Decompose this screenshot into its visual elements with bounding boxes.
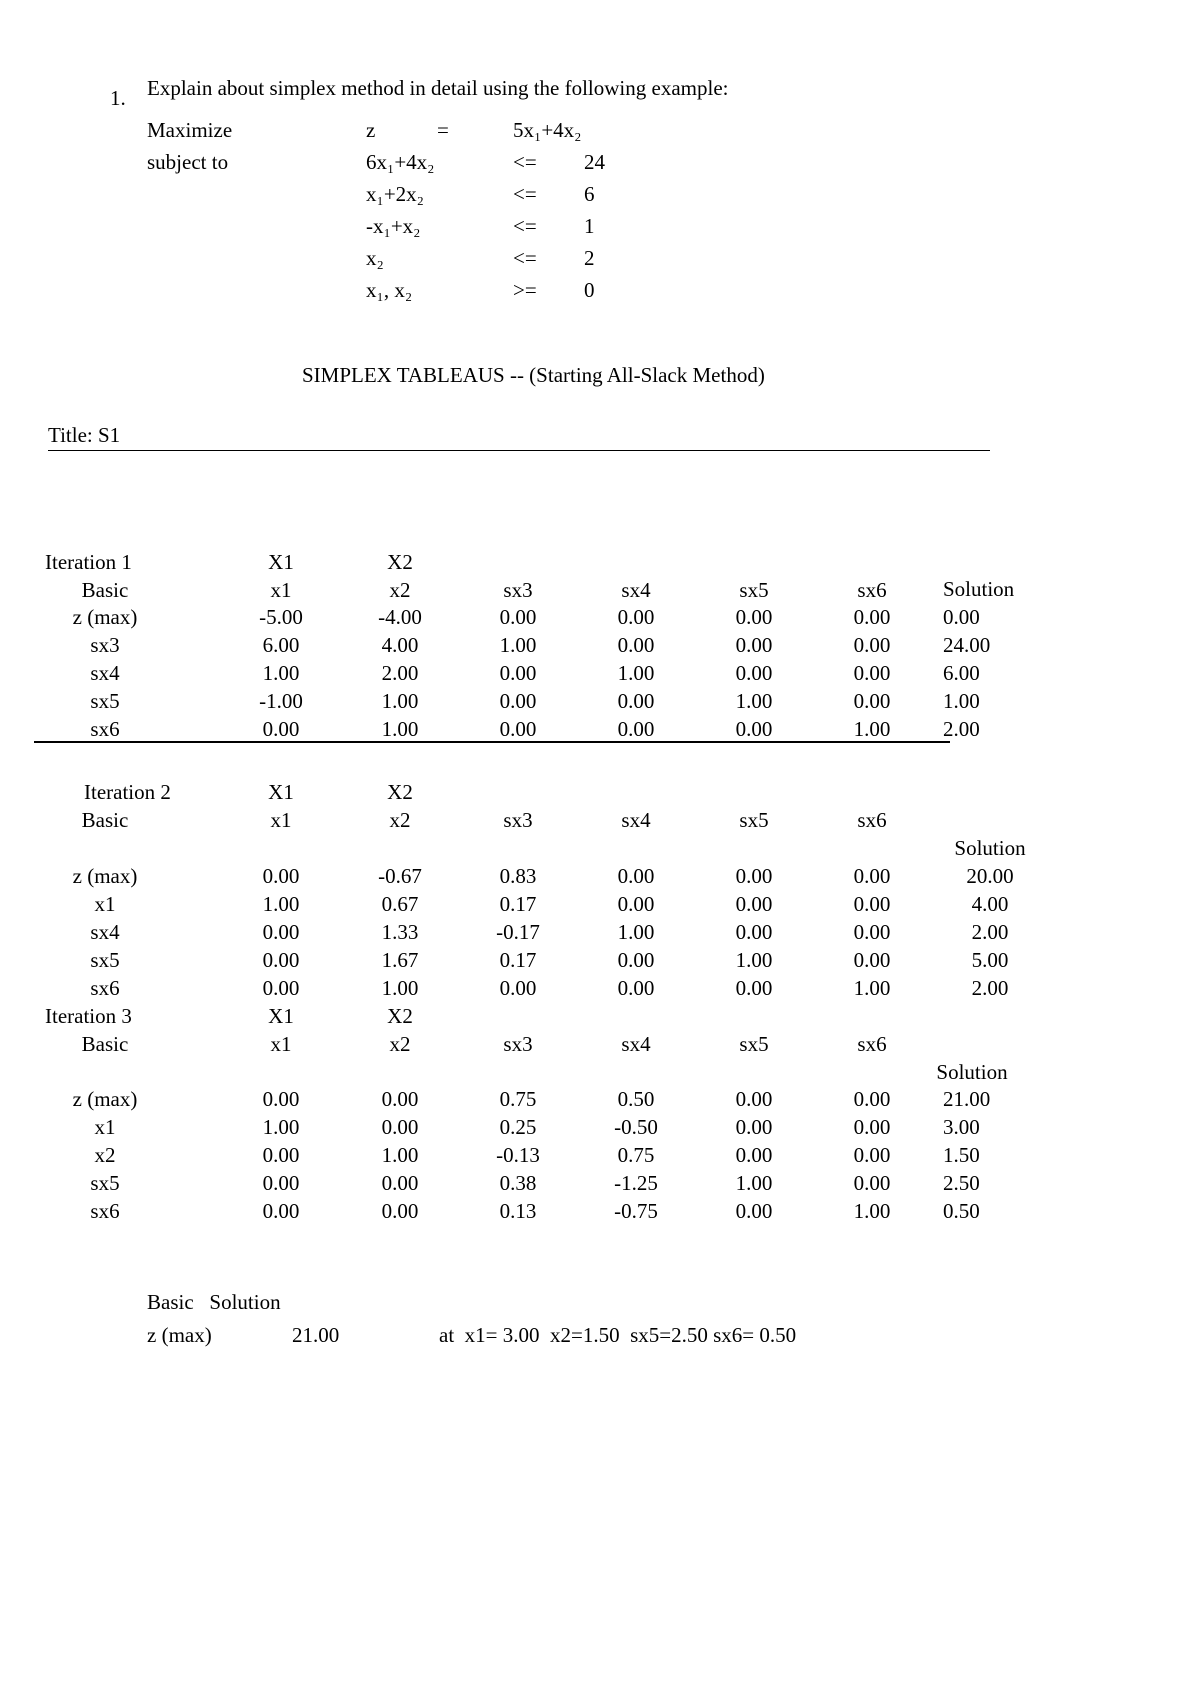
row-solution: 2.00 — [971, 976, 1009, 1000]
final-header: Basic Solution — [147, 1290, 281, 1314]
row-basic: sx6 — [90, 976, 120, 1000]
row-basic: sx4 — [90, 661, 120, 685]
table-cell: 0.00 — [853, 1143, 891, 1167]
row-basic: sx5 — [90, 1171, 120, 1195]
table-cell: 0.00 — [853, 689, 891, 713]
table-cell: 0.00 — [381, 1087, 419, 1111]
table-cell: 0.00 — [853, 661, 891, 685]
column-header: x1 — [270, 1032, 292, 1056]
table-cell: 1.00 — [853, 1199, 891, 1223]
constraint-rel: <= — [513, 150, 537, 174]
title-label: Title: S1 — [48, 423, 121, 447]
table-cell: -4.00 — [378, 605, 422, 629]
column-header: sx6 — [857, 1032, 887, 1056]
table-cell: 1.00 — [262, 892, 300, 916]
row-solution: 1.50 — [943, 1143, 980, 1167]
iteration-label: Iteration 1 — [45, 550, 132, 574]
table-cell: 0.00 — [262, 717, 300, 741]
row-basic: sx3 — [90, 633, 120, 657]
row-solution: 0.50 — [943, 1199, 980, 1223]
constraint-rhs: 6 — [584, 182, 595, 206]
table-cell: 0.00 — [262, 948, 300, 972]
table-cell: -0.67 — [378, 864, 422, 888]
table-cell: 4.00 — [381, 633, 419, 657]
table-cell: 0.00 — [381, 1199, 419, 1223]
table-cell: 0.25 — [499, 1115, 537, 1139]
column-top-label: X1 — [268, 780, 294, 804]
table-cell: 1.00 — [381, 1143, 419, 1167]
column-header: sx5 — [739, 808, 769, 832]
table-cell: 0.00 — [617, 717, 655, 741]
column-header: x2 — [389, 578, 411, 602]
table-cell: 0.00 — [735, 1143, 773, 1167]
question-number: 1. — [110, 86, 126, 110]
table-cell: 0.17 — [499, 892, 537, 916]
row-solution: 6.00 — [943, 661, 980, 685]
table-cell: 0.00 — [262, 1143, 300, 1167]
table-cell: 0.00 — [617, 976, 655, 1000]
table-cell: -1.25 — [614, 1171, 658, 1195]
column-header: sx6 — [857, 578, 887, 602]
constraint-lhs: x₂ — [366, 246, 384, 270]
question-text: Explain about simplex method in detail using the following example: — [147, 76, 729, 100]
table-cell: 0.00 — [735, 864, 773, 888]
table-cell: 0.00 — [262, 1199, 300, 1223]
table-cell: 0.00 — [617, 605, 655, 629]
constraint-rel: <= — [513, 182, 537, 206]
row-basic: z (max) — [72, 864, 138, 888]
objective-rel: = — [437, 118, 449, 142]
table-cell: 1.00 — [262, 1115, 300, 1139]
table-cell: 1.00 — [381, 689, 419, 713]
table-cell: 0.00 — [262, 920, 300, 944]
table-cell: -0.13 — [496, 1143, 540, 1167]
table-cell: 0.00 — [499, 605, 537, 629]
table-cell: -5.00 — [259, 605, 303, 629]
objective-lhs: z — [366, 118, 376, 142]
final-at-text: at x1= 3.00 x2=1.50 sx5=2.50 sx6= 0.50 — [439, 1323, 797, 1347]
table-cell: 0.00 — [381, 1115, 419, 1139]
column-header: sx5 — [739, 1032, 769, 1056]
table-cell: 1.00 — [735, 948, 773, 972]
table-cell: 0.50 — [617, 1087, 655, 1111]
column-header: sx3 — [503, 808, 533, 832]
table-cell: 0.00 — [735, 1199, 773, 1223]
column-header: sx3 — [503, 1032, 533, 1056]
column-header: x1 — [270, 808, 292, 832]
solution-header: Solution — [954, 836, 1026, 860]
table-cell: 0.00 — [853, 633, 891, 657]
table-cell: 1.67 — [381, 948, 419, 972]
column-header: sx4 — [621, 808, 651, 832]
column-header: sx5 — [739, 578, 769, 602]
row-solution: 24.00 — [943, 633, 991, 657]
column-header: x2 — [389, 808, 411, 832]
constraints-label: subject to — [147, 150, 229, 174]
row-solution: 4.00 — [971, 892, 1009, 916]
table-cell: 1.00 — [617, 661, 655, 685]
table-cell: 0.00 — [499, 976, 537, 1000]
constraint-rhs: 24 — [584, 150, 605, 174]
constraint-lhs: 6x₁+4x₂ — [366, 150, 435, 174]
table-cell: 0.00 — [735, 1087, 773, 1111]
table-cell: 0.00 — [735, 892, 773, 916]
table-cell: 0.00 — [499, 717, 537, 741]
column-header: sx4 — [621, 1032, 651, 1056]
solution-header: Solution — [936, 1060, 1008, 1084]
constraint-lhs: -x₁+x₂ — [366, 214, 421, 238]
table-cell: 0.00 — [853, 1087, 891, 1111]
table-cell: 1.33 — [381, 920, 419, 944]
final-value: 21.00 — [292, 1323, 340, 1347]
column-top-label: X2 — [387, 780, 413, 804]
row-solution: 21.00 — [943, 1087, 991, 1111]
row-basic: sx6 — [90, 717, 120, 741]
table-cell: 0.38 — [499, 1171, 537, 1195]
constraint-rhs: 0 — [584, 278, 595, 302]
column-header: sx3 — [503, 578, 533, 602]
table-cell: 1.00 — [735, 689, 773, 713]
table-cell: 0.83 — [499, 864, 537, 888]
table-cell: 2.00 — [381, 661, 419, 685]
table-cell: 0.17 — [499, 948, 537, 972]
column-top-label: X1 — [268, 550, 294, 574]
table-cell: 0.00 — [617, 948, 655, 972]
table-cell: 0.00 — [381, 1171, 419, 1195]
column-header: sx4 — [621, 578, 651, 602]
table-cell: 0.75 — [617, 1143, 655, 1167]
constraint-rel: <= — [513, 246, 537, 270]
table-cell: 0.00 — [262, 864, 300, 888]
final-label: z (max) — [147, 1323, 212, 1347]
constraint-rel: <= — [513, 214, 537, 238]
table-cell: 0.00 — [735, 976, 773, 1000]
tableau-divider — [34, 741, 950, 743]
row-solution: 3.00 — [943, 1115, 980, 1139]
table-cell: 1.00 — [262, 661, 300, 685]
row-basic: sx6 — [90, 1199, 120, 1223]
iteration-label: Iteration 3 — [45, 1004, 132, 1028]
table-cell: 0.00 — [617, 689, 655, 713]
table-cell: 0.75 — [499, 1087, 537, 1111]
table-cell: 0.00 — [617, 892, 655, 916]
column-header: sx6 — [857, 808, 887, 832]
table-cell: 0.00 — [735, 1115, 773, 1139]
row-basic: sx5 — [90, 689, 120, 713]
column-top-label: X2 — [387, 550, 413, 574]
table-cell: 0.00 — [617, 633, 655, 657]
basic-header: Basic — [81, 808, 129, 832]
table-cell: 1.00 — [381, 976, 419, 1000]
table-cell: 0.00 — [262, 976, 300, 1000]
column-top-label: X2 — [387, 1004, 413, 1028]
table-cell: 0.00 — [499, 661, 537, 685]
table-cell: 0.00 — [499, 689, 537, 713]
row-solution: 0.00 — [943, 605, 980, 629]
table-cell: 0.00 — [735, 717, 773, 741]
row-solution: 1.00 — [943, 689, 980, 713]
table-cell: 0.00 — [853, 864, 891, 888]
table-cell: -0.17 — [496, 920, 540, 944]
table-cell: 1.00 — [617, 920, 655, 944]
objective-rhs: 5x₁+4x₂ — [513, 118, 582, 142]
table-cell: 0.00 — [262, 1087, 300, 1111]
row-solution: 2.00 — [943, 717, 980, 741]
table-cell: -0.50 — [614, 1115, 658, 1139]
row-basic: z (max) — [72, 1087, 138, 1111]
table-cell: 0.00 — [735, 605, 773, 629]
table-cell: 0.67 — [381, 892, 419, 916]
table-cell: 0.00 — [853, 1115, 891, 1139]
table-cell: 0.00 — [853, 892, 891, 916]
constraint-lhs: x₁, x₂ — [366, 278, 413, 302]
row-basic: sx5 — [90, 948, 120, 972]
column-header: x1 — [270, 578, 292, 602]
table-cell: -1.00 — [259, 689, 303, 713]
constraint-lhs: x₁+2x₂ — [366, 182, 424, 206]
table-cell: 0.00 — [262, 1171, 300, 1195]
basic-header: Basic — [81, 1032, 129, 1056]
constraint-rel: >= — [513, 278, 537, 302]
basic-header: Basic — [81, 578, 129, 602]
objective-label: Maximize — [147, 118, 233, 142]
column-top-label: X1 — [268, 1004, 294, 1028]
solution-header: Solution — [943, 577, 1015, 601]
row-basic: x2 — [94, 1143, 116, 1167]
row-basic: z (max) — [72, 605, 138, 629]
row-basic: x1 — [94, 1115, 116, 1139]
table-cell: 0.00 — [735, 920, 773, 944]
table-cell: 1.00 — [381, 717, 419, 741]
row-solution: 20.00 — [966, 864, 1014, 888]
table-cell: 0.13 — [499, 1199, 537, 1223]
row-basic: x1 — [94, 892, 116, 916]
table-cell: 1.00 — [853, 717, 891, 741]
iteration-label: Iteration 2 — [84, 780, 171, 804]
table-cell: 1.00 — [853, 976, 891, 1000]
constraint-rhs: 2 — [584, 246, 595, 270]
row-basic: sx4 — [90, 920, 120, 944]
table-cell: -0.75 — [614, 1199, 658, 1223]
table-cell: 0.00 — [735, 661, 773, 685]
table-cell: 6.00 — [262, 633, 300, 657]
table-cell: 0.00 — [617, 864, 655, 888]
table-cell: 0.00 — [853, 1171, 891, 1195]
table-cell: 0.00 — [853, 605, 891, 629]
table-cell: 0.00 — [853, 920, 891, 944]
row-solution: 2.00 — [971, 920, 1009, 944]
row-solution: 2.50 — [943, 1171, 980, 1195]
table-cell: 0.00 — [853, 948, 891, 972]
table-cell: 0.00 — [735, 633, 773, 657]
constraint-rhs: 1 — [584, 214, 595, 238]
tableaus-heading: SIMPLEX TABLEAUS -- (Starting All-Slack Method) — [302, 363, 765, 387]
title-underline — [48, 450, 990, 451]
column-header: x2 — [389, 1032, 411, 1056]
row-solution: 5.00 — [971, 948, 1009, 972]
table-cell: 1.00 — [499, 633, 537, 657]
table-cell: 1.00 — [735, 1171, 773, 1195]
